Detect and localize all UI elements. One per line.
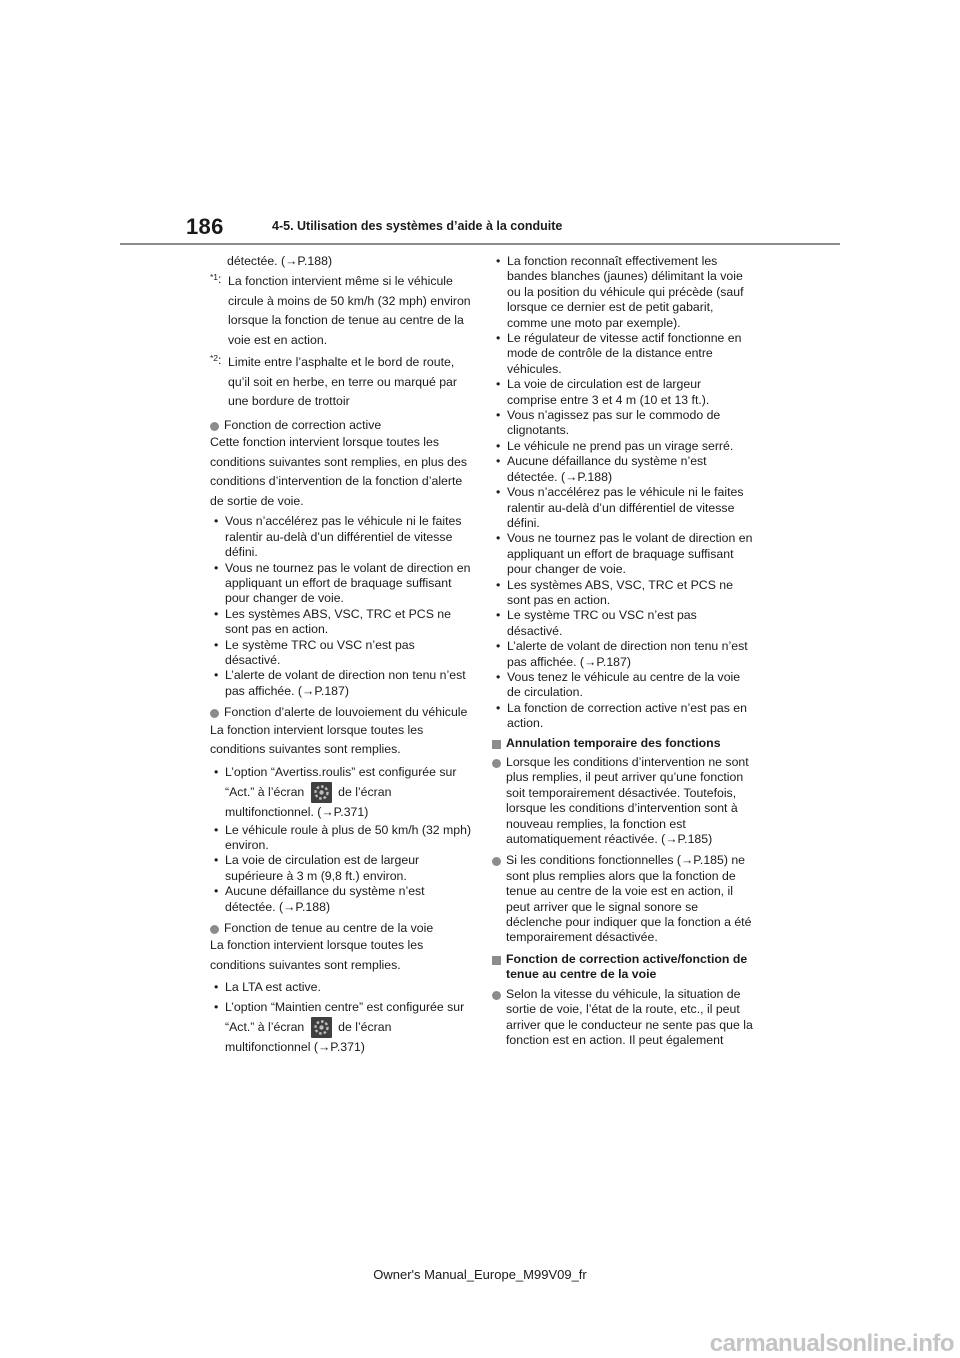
list-item: • L’option “Avertiss.roulis” est configurée sur “Act.” à l’écran de l’écran multifonctionnel. (→P.371)	[210, 763, 472, 823]
list-item: • L’alerte de volant de direction non tenu n’est pas affichée. (→P.187)	[492, 639, 754, 670]
paragraph-annulation-2: Si les conditions fonctionnelles (→P.185) ne sont plus remplies alors que la fonction de tenue au centre de la voie est en action, il peut arriver que le signal sonore se déclenche pour indiquer que la fonction a été temporairement désactivée.	[492, 853, 754, 945]
bullet-icon	[492, 759, 501, 768]
list-correction-conditions	[210, 514, 472, 699]
gear-icon	[311, 782, 332, 803]
list-item: • La voie de circulation est de largeur supérieure à 3 m (9,8 ft.) environ.	[210, 853, 472, 884]
bullet-icon	[210, 422, 219, 431]
left-column	[210, 254, 472, 1058]
square-bullet-icon	[492, 956, 501, 965]
right-column	[492, 254, 754, 1048]
watermark: carmanualsonline.info	[709, 1330, 954, 1357]
list-item: • Aucune défaillance du système n’est détectée. (→P.188)	[492, 454, 754, 485]
list-item: • Vous tenez le véhicule au centre de la voie de circulation.	[492, 670, 754, 701]
list-item: • Les systèmes ABS, VSC, TRC et PCS ne sont pas en action.	[210, 607, 472, 638]
footnote-2: $^{*2}$: Limite entre l’asphalte et le bord de route, qu’il soit en herbe, en terre ou marqué par une bordure de trottoir	[210, 353, 472, 412]
paragraph-louvoiement-intro: La fonction intervient lorsque toutes les conditions suivantes sont remplies.	[210, 722, 424, 757]
list-item: • Vous n’agissez pas sur le commodo de clignotants.	[492, 408, 754, 439]
list-item: • Le véhicule roule à plus de 50 km/h (32 mph) environ.	[210, 823, 472, 854]
list-item: • Le régulateur de vitesse actif fonctionne en mode de contrôle de la distance entre véhicules.	[492, 331, 754, 377]
list-item: • Vous n’accélérez pas le véhicule ni le faites ralentir au-delà d’un différentiel de vitesse défini.	[210, 514, 472, 560]
paragraph-correction-tenue: Selon la vitesse du véhicule, la situation de sortie de voie, l’état de la route, etc., il peut arriver que le conducteur ne sente pas que la fonction est en action. Il peut également	[492, 987, 754, 1049]
heading-tenue-centre: Fonction de tenue au centre de la voie	[210, 921, 472, 936]
bullet-icon	[210, 709, 219, 718]
continued-line: détectée. (→P.188)	[227, 254, 333, 268]
list-item: • Vous ne tournez pas le volant de direction en appliquant un effort de braquage suffisant pour changer de voie.	[492, 531, 754, 577]
bullet-icon	[492, 991, 501, 1000]
list-item: • La voie de circulation est de largeur comprise entre 3 et 4 m (10 et 13 ft.).	[492, 377, 754, 408]
list-item: • Le système TRC ou VSC n’est pas désactivé.	[492, 608, 754, 639]
heading-correction-active: Fonction de correction active	[210, 418, 472, 433]
list-item: • Vous n’accélérez pas le véhicule ni le faites ralentir au-delà d’un différentiel de vitesse défini.	[492, 485, 754, 531]
list-item: • Aucune défaillance du système n’est détectée. (→P.188)	[210, 884, 472, 915]
list-item: • La LTA est active.	[210, 978, 472, 998]
heading-annulation: Annulation temporaire des fonctions	[492, 736, 754, 751]
bullet-icon	[210, 925, 219, 934]
paragraph-tenue-intro: La fonction intervient lorsque toutes les conditions suivantes sont remplies.	[210, 938, 424, 972]
list-item: • Le système TRC ou VSC n’est pas désactivé.	[210, 638, 472, 669]
footnote-1: $^{*1}$: La fonction intervient même si le véhicule circule à moins de 50 km/h (32 mph) environ lorsque la fonction de tenue au centre de la voie est en action.	[210, 272, 472, 350]
page-number: 186	[186, 214, 224, 239]
list-tenue-conditions	[210, 978, 472, 1058]
footnote-1-mark: *1	[210, 272, 219, 283]
list-tenue-conditions-continued	[492, 254, 754, 732]
paragraph-correction-intro: Cette fonction intervient lorsque toutes les conditions suivantes sont remplies, en plus des conditions d’intervention de la fonction d’alerte de sortie de voie.	[210, 435, 468, 508]
list-item: • L’option “Maintien centre” est configurée sur “Act.” à l’écran de l’écran multifonctionnel (→P.371)	[210, 998, 472, 1058]
header-rule	[120, 243, 840, 245]
list-item: • La fonction reconnaît effectivement les bandes blanches (jaunes) délimitant la voie ou la position du véhicule qui précède (sauf lorsque ce dernier est de petit gabarit, comme une moto par exemple).	[492, 254, 754, 331]
list-item: • L’alerte de volant de direction non tenu n’est pas affichée. (→P.187)	[210, 668, 472, 699]
list-item: • Vous ne tournez pas le volant de direction en appliquant un effort de braquage suffisant pour changer de voie.	[210, 561, 472, 607]
list-item: • Le véhicule ne prend pas un virage serré.	[492, 439, 754, 454]
manual-title: Owner's Manual_Europe_M99V09_fr	[373, 1267, 587, 1282]
heading-correction-tenue: Fonction de correction active/fonction de tenue au centre de la voie	[492, 952, 754, 983]
section-title: 4-5. Utilisation des systèmes d’aide à la conduite	[272, 219, 563, 233]
list-item: • La fonction de correction active n’est pas en action.	[492, 701, 754, 732]
bullet-icon	[492, 857, 501, 866]
list-item: • Les systèmes ABS, VSC, TRC et PCS ne sont pas en action.	[492, 578, 754, 609]
square-bullet-icon	[492, 740, 501, 749]
footnote-2-text: Limite entre l’asphalte et le bord de route, qu’il soit en herbe, en terre ou marqué par une bordure de trottoir	[228, 355, 457, 409]
list-louvoiement-conditions	[210, 823, 472, 915]
footnote-1-text: La fonction intervient même si le véhicule circule à moins de 50 km/h (32 mph) environ lorsque la fonction de tenue au centre de la voie est en action.	[228, 274, 471, 347]
footnote-2-mark: *2	[210, 353, 219, 364]
paragraph-annulation-1: Lorsque les conditions d’intervention ne sont plus remplies, il peut arriver qu’une fonction soit temporairement désactivée. Toutefois, lorsque les conditions d’intervention sont à nouveau remplies, la fonction est automatiquement réactivée. (→P.185)	[492, 755, 754, 847]
heading-louvoiement: Fonction d’alerte de louvoiement du véhicule	[210, 705, 472, 720]
gear-icon	[311, 1017, 332, 1038]
list-louvoiement-option	[210, 763, 472, 823]
